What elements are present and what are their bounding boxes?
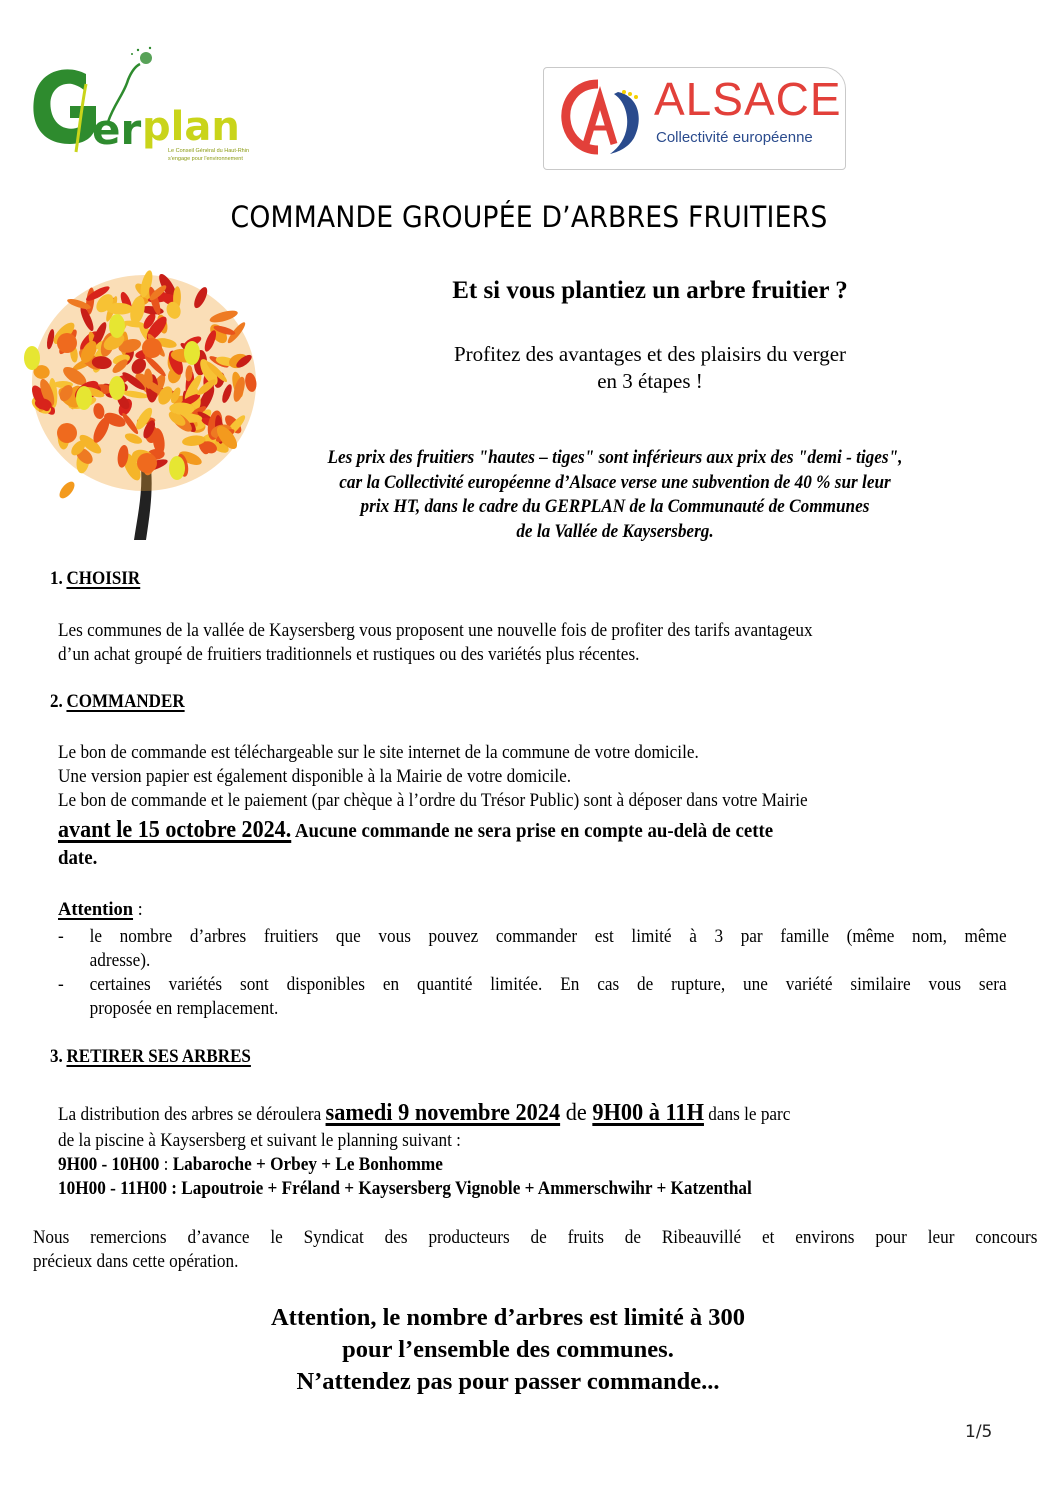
schedule-sep: : bbox=[159, 1155, 173, 1175]
attention-label bbox=[58, 900, 143, 921]
schedule-row bbox=[58, 1153, 443, 1177]
autumn-tree-illustration bbox=[22, 258, 272, 543]
deadline-date: avant le 15 octobre 2024. bbox=[58, 817, 292, 843]
distribution-prefix: La distribution des arbres se déroulera bbox=[58, 1105, 326, 1125]
distribution-hours: 9H00 à 11H bbox=[592, 1100, 704, 1126]
section-number: 3. bbox=[50, 1047, 63, 1067]
schedule-slot: 9H00 - 10H00 bbox=[58, 1155, 160, 1175]
bullet-dash: - bbox=[58, 975, 64, 995]
thanks-line-2: précieux dans cette opération. bbox=[33, 1252, 239, 1272]
closing-line: N’attendez pas pour passer commande... bbox=[296, 1368, 720, 1395]
attention-word: Attention bbox=[58, 900, 134, 920]
svg-text:plan: plan bbox=[142, 104, 240, 150]
page-number: 1/5 bbox=[965, 1422, 993, 1442]
attention-bullet bbox=[58, 925, 1007, 973]
deadline-warning-end: date. bbox=[58, 847, 98, 869]
schedule-row bbox=[58, 1177, 752, 1201]
choisir-line-1: Les communes de la vallée de Kaysersberg vous proposent une nouvelle fois de profiter des tarifs avantageux bbox=[58, 621, 813, 641]
choisir-line-2: d’un achat groupé de fruitiers traditionnels et rustiques ou des variétés plus récentes. bbox=[58, 645, 640, 665]
attention-colon: : bbox=[133, 900, 143, 920]
apple-shape bbox=[57, 333, 77, 353]
gerplan-tagline-1: Le Conseil Général du Haut-Rhin bbox=[168, 148, 250, 154]
section-heading-choisir bbox=[50, 569, 140, 590]
apple-shape bbox=[137, 453, 157, 473]
distribution-line bbox=[58, 1100, 790, 1127]
distribution-location: de la piscine à Kaysersberg et suivant le planning suivant : bbox=[58, 1131, 461, 1151]
pear-shape bbox=[109, 314, 125, 338]
subsidy-line: Les prix des fruitiers "hautes – tiges" sont inférieurs aux prix des "demi - tiges", bbox=[327, 448, 903, 468]
gerplan-logo bbox=[28, 44, 260, 174]
pear-shape bbox=[24, 346, 40, 370]
alsace-logo bbox=[543, 67, 846, 170]
subsidy-line: car la Collectivité européenne d’Alsace verse une subvention de 40 % sur leur bbox=[339, 472, 891, 493]
attention-bullet bbox=[58, 973, 1007, 1021]
schedule-slot: 10H00 - 11H00 bbox=[58, 1179, 167, 1199]
intro-line-1: Profitez des avantages et des plaisirs du verger bbox=[453, 342, 847, 366]
subsidy-note bbox=[266, 446, 964, 544]
section-title: RETIRER SES ARBRES bbox=[66, 1047, 251, 1067]
apple-shape bbox=[57, 423, 77, 443]
section-heading-retirer bbox=[50, 1047, 251, 1068]
closing-line: Attention, le nombre d’arbres est limité à 300 bbox=[270, 1304, 746, 1331]
bullet-text: le nombre d’arbres fruitiers que vous pouvez commander est limité à 3 par famille (même nom, même bbox=[89, 927, 1007, 947]
commander-line-2: Une version papier est également disponible à la Mairie de votre domicile. bbox=[58, 767, 572, 787]
commander-line-3: Le bon de commande et le paiement (par chèque à l’ordre du Trésor Public) sont à déposer dans votre Mairie bbox=[58, 791, 808, 811]
falling-leaf-shape bbox=[57, 479, 78, 501]
alsace-emblem-icon bbox=[558, 78, 653, 158]
svg-text:er: er bbox=[92, 105, 142, 154]
order-deadline bbox=[58, 817, 1006, 844]
section-title: COMMANDER bbox=[66, 692, 185, 712]
schedule-communes: Labaroche + Orbey + Le Bonhomme bbox=[172, 1155, 443, 1175]
distribution-de: de bbox=[560, 1100, 593, 1126]
gerplan-tagline-2: s'engage pour l'environnement bbox=[168, 156, 243, 162]
section-title: CHOISIR bbox=[66, 569, 141, 589]
intro-line-2: en 3 étapes ! bbox=[597, 369, 703, 393]
section-number: 2. bbox=[50, 692, 63, 712]
bullet-text-continued: proposée en remplacement. bbox=[89, 999, 279, 1019]
distribution-date: samedi 9 novembre 2024 bbox=[325, 1100, 561, 1126]
subsidy-line: de la Vallée de Kaysersberg. bbox=[516, 521, 714, 542]
section-number: 1. bbox=[50, 569, 63, 589]
schedule-communes: Lapoutroie + Fréland + Kaysersberg Vignoble + Ammerschwihr + Katzenthal bbox=[181, 1179, 752, 1199]
section-heading-commander bbox=[50, 692, 185, 713]
page-title: COMMANDE GROUPÉE D’ARBRES FRUITIERS bbox=[230, 200, 828, 234]
alsace-subtitle: Collectivité européenne bbox=[656, 129, 813, 146]
thanks-line-1: Nous remercions d’avance le Syndicat des producteurs de fruits de Ribeauvillé et environs pour leur concours bbox=[33, 1228, 1038, 1248]
pear-shape bbox=[109, 376, 125, 400]
pear-shape bbox=[76, 386, 92, 410]
subsidy-line: prix HT, dans le cadre du GERPLAN de la Communauté de Communes bbox=[360, 497, 870, 517]
apple-shape bbox=[142, 338, 162, 358]
closing-line: pour l’ensemble des communes. bbox=[342, 1336, 674, 1363]
distribution-suffix: dans le parc bbox=[703, 1105, 791, 1125]
pear-shape bbox=[184, 341, 200, 365]
subtitle: Et si vous plantiez un arbre fruitier ? bbox=[452, 277, 848, 304]
bullet-text: certaines variétés sont disponibles en quantité limitée. En cas de rupture, une variété similaire vous sera bbox=[89, 975, 1007, 995]
commander-line-1: Le bon de commande est téléchargeable sur le site internet de la commune de votre domicile. bbox=[58, 743, 699, 763]
bullet-text-continued: adresse). bbox=[89, 951, 151, 971]
deadline-warning: Aucune commande ne sera prise en compte au-delà de cette bbox=[291, 820, 774, 842]
alsace-wordmark: ALSACE bbox=[654, 73, 842, 125]
bullet-dash: - bbox=[58, 927, 64, 947]
schedule-sep: : bbox=[166, 1179, 182, 1199]
pear-shape bbox=[169, 456, 185, 480]
